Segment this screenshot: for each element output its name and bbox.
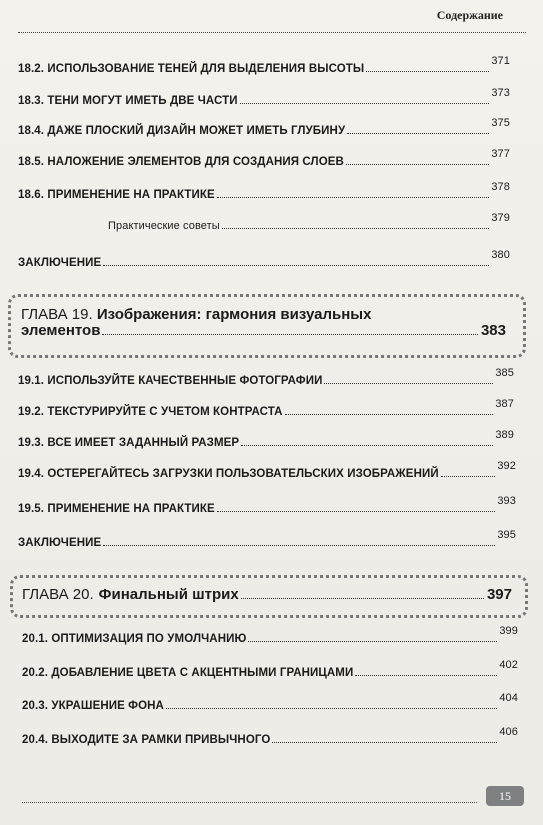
toc-entry-practical-tips[interactable] <box>108 212 510 232</box>
toc-entry-page: 392 <box>497 460 516 472</box>
toc-entry-page: 378 <box>491 181 510 193</box>
page-number-badge: 15 <box>486 786 524 806</box>
toc-entry-label: 20.4. ВЫХОДИТЕ ЗА РАМКИ ПРИВЫЧНОГО <box>22 734 271 746</box>
toc-entry-18-5[interactable] <box>18 148 510 168</box>
toc-entry-20-3[interactable] <box>22 692 518 712</box>
dot-leader <box>166 708 497 709</box>
toc-entry-page: 371 <box>491 55 510 67</box>
toc-entry-label: 20.2. ДОБАВЛЕНИЕ ЦВЕТА С АКЦЕНТНЫМИ ГРАНИЦАМИ <box>22 667 354 679</box>
toc-entry-19-1[interactable] <box>18 367 514 387</box>
chapter-19-prefix: ГЛАВА 19. <box>21 306 93 323</box>
toc-entry-page: 375 <box>491 117 510 129</box>
dot-leader <box>272 742 497 743</box>
chapter-20-page: 397 <box>486 586 512 603</box>
dot-leader <box>241 598 484 599</box>
toc-entry-19-2[interactable] <box>18 398 514 418</box>
chapter-19-title-cont: элементов <box>21 322 101 339</box>
toc-entry-page: 404 <box>499 692 518 704</box>
dot-leader <box>285 414 494 415</box>
toc-entry-page: 402 <box>499 659 518 671</box>
toc-entry-label: 19.3. ВСЕ ИМЕЕТ ЗАДАННЫЙ РАЗМЕР <box>18 437 240 449</box>
toc-entry-label: 18.5. НАЛОЖЕНИЕ ЭЛЕМЕНТОВ ДЛЯ СОЗДАНИЯ СЛОЕВ <box>18 156 344 168</box>
dot-leader <box>102 334 478 335</box>
toc-entry-18-6[interactable] <box>18 181 510 201</box>
toc-entry-20-2[interactable] <box>22 659 518 679</box>
running-header: Содержание <box>436 8 503 22</box>
toc-entry-label: 19.1. ИСПОЛЬЗУЙТЕ КАЧЕСТВЕННЫЕ ФОТОГРАФИИ <box>18 375 323 387</box>
dot-leader <box>346 164 489 165</box>
chapter-20-title: Финальный штрих <box>98 586 239 603</box>
dot-leader <box>366 71 489 72</box>
toc-entry-19-5[interactable] <box>18 495 516 515</box>
toc-entry-page: 387 <box>495 398 514 410</box>
toc-entry-page: 389 <box>495 429 514 441</box>
top-dotted-rule <box>18 32 526 33</box>
toc-entry-page: 393 <box>497 495 516 507</box>
toc-entry-18-3[interactable] <box>18 87 510 107</box>
toc-entry-20-1[interactable] <box>22 625 518 645</box>
dot-leader <box>347 133 489 134</box>
toc-entry-label: 18.6. ПРИМЕНЕНИЕ НА ПРАКТИКЕ <box>18 189 215 201</box>
toc-entry-label: ЗАКЛЮЧЕНИЕ <box>18 537 102 549</box>
toc-entry-label: 20.1. ОПТИМИЗАЦИЯ ПО УМОЛЧАНИЮ <box>22 633 247 645</box>
toc-entry-page: 406 <box>499 726 518 738</box>
toc-entry-label: 18.2. ИСПОЛЬЗОВАНИЕ ТЕНЕЙ ДЛЯ ВЫДЕЛЕНИЯ ВЫСОТЫ <box>18 63 365 75</box>
toc-entry-18-4[interactable] <box>18 117 510 137</box>
dot-leader <box>324 383 493 384</box>
dot-leader <box>240 103 490 104</box>
bottom-dotted-rule <box>22 802 477 803</box>
dot-leader <box>217 197 490 198</box>
chapter-19-title: Изображения: гармония визуальных <box>96 306 372 323</box>
toc-entry-label: 18.3. ТЕНИ МОГУТ ИМЕТЬ ДВЕ ЧАСТИ <box>18 95 238 107</box>
chapter-20-title-line <box>22 586 512 603</box>
toc-entry-label: 19.2. ТЕКСТУРИРУЙТЕ С УЧЕТОМ КОНТРАСТА <box>18 406 283 418</box>
chapter-19-page: 383 <box>480 322 506 339</box>
toc-entry-label: 20.3. УКРАШЕНИЕ ФОНА <box>22 700 164 712</box>
toc-entry-19-4[interactable] <box>18 460 516 480</box>
dot-leader <box>103 265 489 266</box>
toc-entry-label: ЗАКЛЮЧЕНИЕ <box>18 257 102 269</box>
dot-leader <box>217 511 496 512</box>
dot-leader <box>355 675 497 676</box>
toc-entry-page: 395 <box>497 529 516 541</box>
toc-entry-label: Практические советы <box>108 220 220 232</box>
toc-entry-label: 19.5. ПРИМЕНЕНИЕ НА ПРАКТИКЕ <box>18 503 215 515</box>
toc-entry-page: 399 <box>499 625 518 637</box>
toc-entry-19-3[interactable] <box>18 429 514 449</box>
toc-entry-page: 385 <box>495 367 514 379</box>
toc-entry-18-2[interactable] <box>18 55 510 75</box>
toc-entry-label: 18.4. ДАЖЕ ПЛОСКИЙ ДИЗАЙН МОЖЕТ ИМЕТЬ ГЛУБИНУ <box>18 125 346 137</box>
dot-leader <box>441 476 496 477</box>
toc-entry-page: 379 <box>491 212 510 224</box>
dot-leader <box>222 228 490 229</box>
toc-entry-page: 377 <box>491 148 510 160</box>
dot-leader <box>241 445 493 446</box>
toc-entry-conclusion-19[interactable] <box>18 529 516 549</box>
toc-entry-page: 373 <box>491 87 510 99</box>
toc-entry-conclusion-18[interactable] <box>18 249 510 269</box>
chapter-19-title-line2 <box>21 322 506 339</box>
toc-entry-label: 19.4. ОСТЕРЕГАЙТЕСЬ ЗАГРУЗКИ ПОЛЬЗОВАТЕЛЬСКИХ ИЗОБРАЖЕНИЙ <box>18 468 439 480</box>
dot-leader <box>103 545 495 546</box>
toc-entry-20-4[interactable] <box>22 726 518 746</box>
dot-leader <box>248 641 497 642</box>
chapter-20-prefix: ГЛАВА 20. <box>22 586 94 603</box>
toc-entry-page: 380 <box>491 249 510 261</box>
